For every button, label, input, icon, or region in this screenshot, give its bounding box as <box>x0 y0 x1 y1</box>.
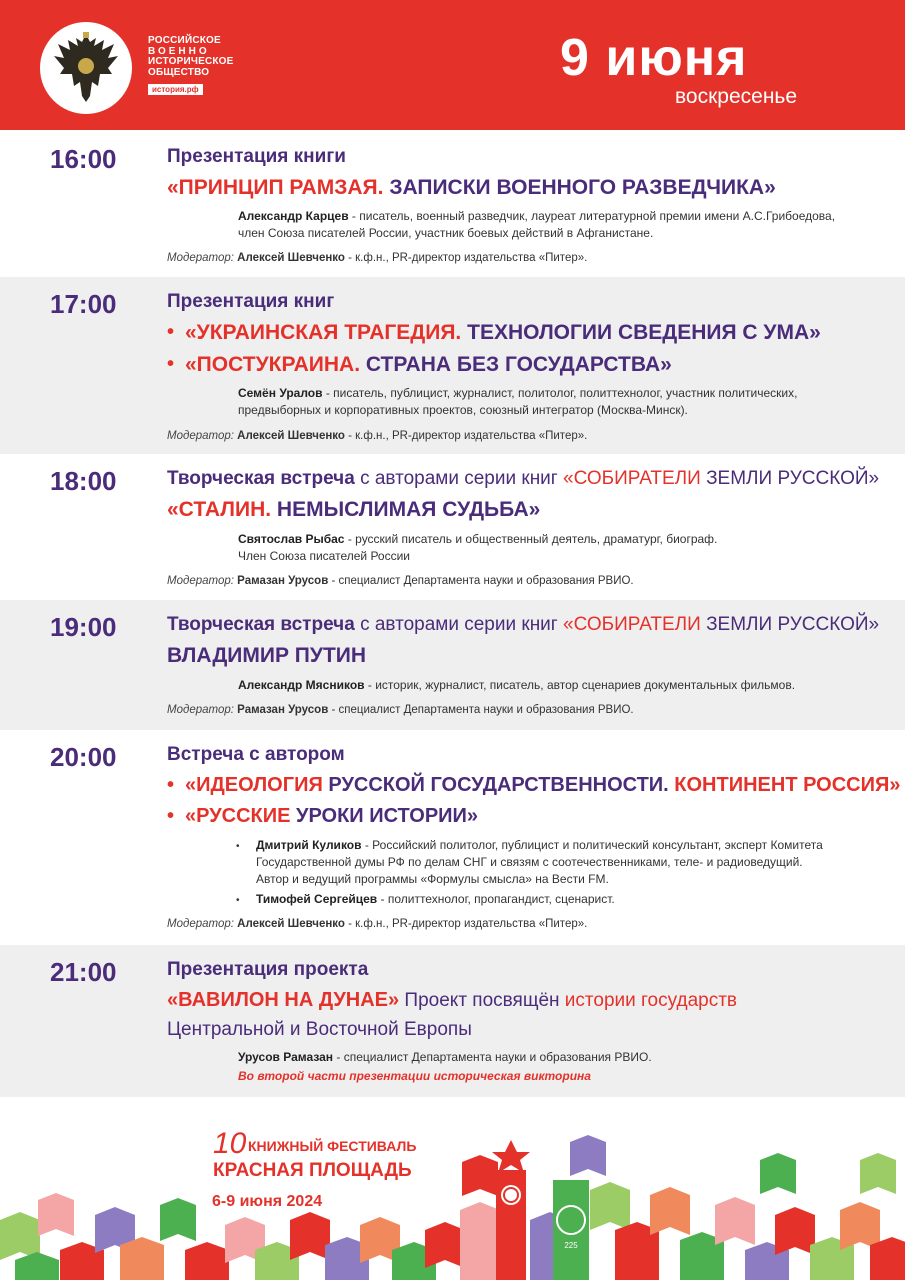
book-title <box>185 805 478 828</box>
festival-name-line2: КРАСНАЯ ПЛОЩАДЬ <box>213 1160 412 1181</box>
series-name-red: «СОБИРАТЕЛИ <box>563 614 701 635</box>
moderator <box>167 252 587 264</box>
moderator-label: Модератор: <box>167 575 234 587</box>
event-time: 17:00 <box>50 289 117 319</box>
festival-dates: 6-9 июня 2024 <box>212 1193 323 1210</box>
bullet: • <box>167 321 175 343</box>
moderator-desc: - к.ф.н., PR-директор издательства «Питер». <box>344 252 588 264</box>
moderator-label: Модератор: <box>167 252 234 264</box>
event-date: 9 июня <box>560 29 748 87</box>
series-name-purple: ЗЕМЛИ РУССКОЙ» <box>700 468 880 489</box>
project-title <box>167 989 737 1012</box>
book-title-red: «ПРИНЦИП РАМЗАЯ. <box>167 176 384 199</box>
event-time: 19:00 <box>50 612 117 642</box>
org-name-line: ВОЕННО <box>148 45 210 57</box>
schedule-row <box>0 730 905 945</box>
event-title <box>167 468 879 490</box>
sub-bullet: • <box>236 841 240 852</box>
festival-name-line1: КНИЖНЫЙ ФЕСТИВАЛЬ <box>248 1138 417 1154</box>
event-time: 20:00 <box>50 742 117 772</box>
book-title-red: «ПОСТУКРАИНА. <box>185 353 361 376</box>
speaker-desc-text: - историк, журналист, писатель, автор сценариев документальных фильмов. <box>364 678 796 692</box>
schedule-row <box>0 600 905 730</box>
event-title-bold: Творческая встреча <box>167 468 355 489</box>
moderator <box>167 918 587 930</box>
speaker-name: Святослав Рыбас <box>238 532 345 546</box>
moderator-name: Рамазан Урусов <box>237 575 329 587</box>
moderator <box>167 430 587 442</box>
moderator-name: Алексей Шевченко <box>237 430 345 442</box>
book-title <box>167 176 776 200</box>
event-title: Встреча с автором <box>167 744 345 765</box>
event-title: Презентация книги <box>167 146 346 167</box>
book-title-red: «УКРАИНСКАЯ ТРАГЕДИЯ. <box>185 321 462 344</box>
quiz-note: Во второй части презентации историческая викторина <box>238 1069 591 1083</box>
speaker-desc-text: - писатель, публицист, журналист, политолог, политтехнолог, участник политических, <box>322 386 798 400</box>
schedule-row <box>0 945 905 1097</box>
speaker-desc-text: предвыборных и корпоративных проектов, союзный интегратор (Москва-Минск). <box>238 403 688 417</box>
event-time: 18:00 <box>50 466 117 496</box>
speaker-name: Александр Мясников <box>238 678 365 692</box>
org-name-line: ОБЩЕСТВО <box>148 66 210 78</box>
book-title-red: КОНТИНЕНТ РОССИЯ» <box>674 774 901 796</box>
speaker-name: Семён Уралов <box>238 386 323 400</box>
book-title-red: «СТАЛИН. <box>167 498 272 521</box>
event-title: Презентация книг <box>167 291 335 312</box>
project-desc: Проект посвящён <box>399 990 565 1011</box>
project-desc-red: истории государств <box>564 990 738 1011</box>
speaker-desc-text: - русский писатель и общественный деятель, драматург, биограф. <box>344 532 718 546</box>
festival-footer <box>0 1100 905 1280</box>
book-title <box>185 353 672 377</box>
moderator <box>167 575 634 587</box>
speaker-desc-text: - специалист Департамента науки и образования РВИО. <box>333 1050 652 1064</box>
project-desc-line2: Центральной и Восточной Европы <box>167 1019 472 1040</box>
speaker-desc <box>238 385 878 419</box>
header-banner <box>0 0 905 130</box>
speaker-name: Урусов Рамазан <box>238 1050 334 1064</box>
moderator-desc: - специалист Департамента науки и образования РВИО. <box>328 704 634 716</box>
speaker-desc-text: член Союза писателей России, участник боевых действий в Афганистане. <box>238 226 654 240</box>
event-time: 16:00 <box>50 144 117 174</box>
festival-number <box>213 1127 246 1161</box>
speaker-name: Тимофей Сергейцев <box>256 892 378 906</box>
speaker-desc-text: Государственной думы РФ по делам СНГ и связям с соотечественниками, теле- и радиоведущий. <box>256 855 803 869</box>
event-weekday: воскресенье <box>675 85 798 108</box>
org-name <box>148 36 238 78</box>
book-title <box>167 498 540 522</box>
project-title-red: «ВАВИЛОН НА ДУНАЕ» <box>167 989 400 1011</box>
book-title-purple: РУССКОЙ ГОСУДАРСТВЕННОСТИ. <box>322 774 675 796</box>
festival-number-text: 10 <box>213 1127 247 1160</box>
org-site-link[interactable]: история.рф <box>148 84 203 95</box>
book-title-purple: УРОКИ ИСТОРИИ» <box>290 805 479 827</box>
moderator-name: Алексей Шевченко <box>237 252 345 264</box>
book-title <box>185 321 821 345</box>
moderator-desc: - к.ф.н., PR-директор издательства «Питер». <box>344 918 588 930</box>
speaker-desc-text: - писатель, военный разведчик, лауреат литературной премии имени А.С.Грибоедова, <box>348 209 836 223</box>
moderator-label: Модератор: <box>167 704 234 716</box>
bullet: • <box>167 353 175 375</box>
speaker-desc-text: - Российский политолог, публицист и политический консультант, эксперт Комитета <box>361 838 823 852</box>
sub-bullet: • <box>236 895 240 906</box>
event-title: Презентация проекта <box>167 959 369 980</box>
book-title-purple: НЕМЫСЛИМАЯ СУДЬБА» <box>276 498 541 521</box>
moderator-label: Модератор: <box>167 430 234 442</box>
book-title-red: «ИДЕОЛОГИЯ <box>185 774 323 796</box>
book-title-purple: ТЕХНОЛОГИИ СВЕДЕНИЯ С УМА» <box>467 321 821 344</box>
series-name-red: «СОБИРАТЕЛИ <box>563 468 701 489</box>
speaker-desc <box>256 837 886 888</box>
book-title-purple: СТРАНА БЕЗ ГОСУДАРСТВА» <box>365 353 672 376</box>
speaker-desc-text: Член Союза писателей России <box>238 549 411 563</box>
moderator-desc: - к.ф.н., PR-директор издательства «Питер». <box>344 430 588 442</box>
org-name-line: РОССИЙСКОЕ <box>148 35 221 46</box>
org-name-line: ИСТОРИЧЕСКОЕ <box>148 56 234 67</box>
bullet: • <box>167 774 175 796</box>
schedule-row <box>0 454 905 600</box>
speaker-desc-text: - политтехнолог, пропагандист, сценарист. <box>377 892 615 906</box>
speaker-desc-text: Автор и ведущий программы «Формулы смысла» на Вести FM. <box>256 872 609 886</box>
book-title: ВЛАДИМИР ПУТИН <box>167 644 367 667</box>
speaker-desc <box>238 531 878 565</box>
book-title-purple: ЗАПИСКИ ВОЕННОГО РАЗВЕДЧИКА» <box>389 176 776 199</box>
festival-book-pattern <box>0 1100 905 1280</box>
double-headed-eagle-icon <box>50 30 122 106</box>
event-title-rest: с авторами серии книг <box>354 468 564 489</box>
event-title <box>167 614 879 636</box>
event-title-rest: с авторами серии книг <box>354 614 564 635</box>
book-title <box>185 774 901 797</box>
event-time: 21:00 <box>50 957 117 987</box>
bullet: • <box>167 805 175 827</box>
speaker-name: Александр Карцев <box>238 209 349 223</box>
schedule-row <box>0 130 905 277</box>
speaker-desc <box>238 208 878 242</box>
schedule-row <box>0 277 905 454</box>
speaker-name: Дмитрий Куликов <box>256 838 362 852</box>
moderator-name: Алексей Шевченко <box>237 918 345 930</box>
speaker-desc <box>238 677 878 694</box>
emblem-number: 225 <box>564 1241 578 1250</box>
moderator <box>167 704 634 716</box>
book-title-red: «РУССКИЕ <box>185 805 291 827</box>
book-shapes <box>0 1135 905 1280</box>
moderator-name: Рамазан Урусов <box>237 704 329 716</box>
moderator-desc: - специалист Департамента науки и образования РВИО. <box>328 575 634 587</box>
event-title-bold: Творческая встреча <box>167 614 355 635</box>
speaker-desc <box>238 1049 878 1066</box>
series-name-purple: ЗЕМЛИ РУССКОЙ» <box>700 614 880 635</box>
logo <box>40 22 132 114</box>
moderator-label: Модератор: <box>167 918 234 930</box>
speaker-desc <box>256 891 886 908</box>
